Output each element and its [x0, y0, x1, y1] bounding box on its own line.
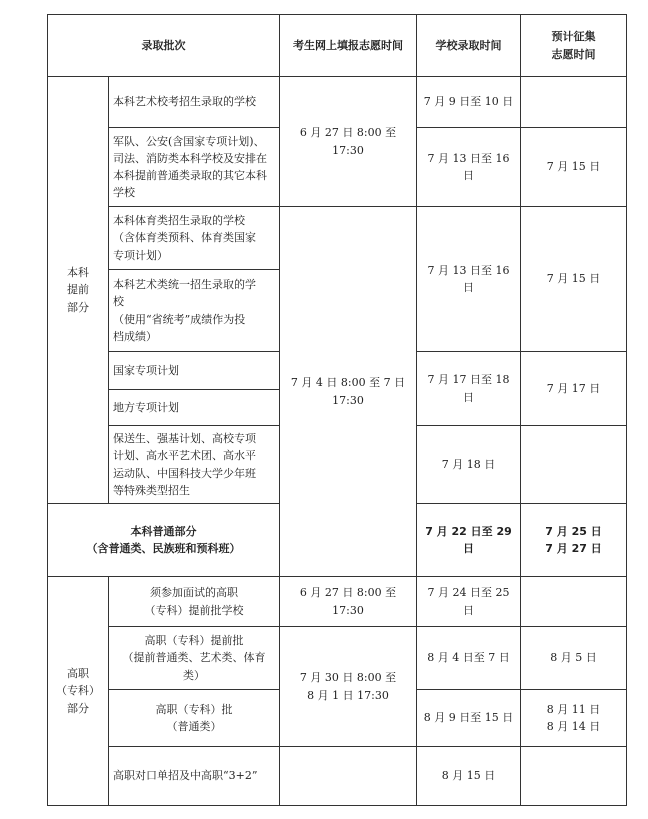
- solicit-voc-single: [521, 747, 627, 806]
- admit-special-plans: 7 月 17 日至 18 日: [417, 352, 521, 426]
- solicit-military: 7 月 15 日: [521, 128, 627, 207]
- fill-time-voc-interview: 6 月 27 日 8:00 至 17:30: [280, 577, 417, 627]
- table-header-row: [48, 15, 627, 77]
- batch-art-unified: 本科艺术类统一招生录取的学 校 （使用“省统考”成绩作为投 档成绩）: [109, 270, 280, 352]
- solicit-regular: 7 月 25 日 7 月 27 日: [521, 504, 627, 577]
- header-admit-time: 学校录取时间: [417, 15, 521, 77]
- admit-regular: 7 月 22 日至 29 日: [417, 504, 521, 577]
- fill-time-voc: 7 月 30 日 8:00 至 8 月 1 日 17:30: [280, 627, 417, 747]
- solicit-voc-interview: [521, 577, 627, 627]
- batch-sports: 本科体育类招生录取的学校 （含体育类预科、体育类国家 专项计划）: [109, 207, 280, 270]
- table-row: [48, 207, 627, 270]
- group-vocational: 高职 （专科） 部分: [48, 577, 109, 806]
- table-row: [48, 747, 627, 806]
- header-solicit-time: 预计征集 志愿时间: [521, 15, 627, 77]
- admit-voc-early: 8 月 4 日至 7 日: [417, 627, 521, 690]
- header-batch: 录取批次: [48, 15, 280, 77]
- batch-voc-single: 高职对口单招及中高职“3+2”: [109, 747, 280, 806]
- admit-voc-single: 8 月 15 日: [417, 747, 521, 806]
- batch-regular: 本科普通部分 （含普通类、民族班和预科班）: [48, 504, 280, 577]
- fill-time-early-2: 7 月 4 日 8:00 至 7 日 17:30: [280, 207, 417, 577]
- table-row: [48, 577, 627, 627]
- batch-special-types: 保送生、强基计划、高校专项 计划、高水平艺术团、高水平 运动队、中国科技大学少年班 等特殊类型招生: [109, 426, 280, 504]
- batch-voc-interview: 须参加面试的高职 （专科）提前批学校: [109, 577, 280, 627]
- fill-time-voc-single: [280, 747, 417, 806]
- admit-sports-art: 7 月 13 日至 16 日: [417, 207, 521, 352]
- solicit-special-types: [521, 426, 627, 504]
- admit-voc-interview: 7 月 24 日至 25 日: [417, 577, 521, 627]
- admit-voc-batch: 8 月 9 日至 15 日: [417, 690, 521, 747]
- admit-art-exam: 7 月 9 日至 10 日: [417, 77, 521, 128]
- admit-military: 7 月 13 日至 16 日: [417, 128, 521, 207]
- table-row: [48, 77, 627, 128]
- batch-local-special: 地方专项计划: [109, 390, 280, 426]
- batch-voc-early: 高职（专科）提前批 （提前普通类、艺术类、体育 类）: [109, 627, 280, 690]
- solicit-special-plans: 7 月 17 日: [521, 352, 627, 426]
- solicit-voc-early: 8 月 5 日: [521, 627, 627, 690]
- batch-military: 军队、公安(含国家专项计划)、司法、消防类本科学校及安排在本科提前普通类录取的其它本科学校: [109, 128, 280, 207]
- header-fill-time: 考生网上填报志愿时间: [280, 15, 417, 77]
- batch-national-special: 国家专项计划: [109, 352, 280, 390]
- group-undergrad-early: 本科 提前 部分: [48, 77, 109, 504]
- solicit-sports-art: 7 月 15 日: [521, 207, 627, 352]
- table-row: [48, 627, 627, 690]
- solicit-art-exam: [521, 77, 627, 128]
- fill-time-early-1: 6 月 27 日 8:00 至 17:30: [280, 77, 417, 207]
- admit-special-types: 7 月 18 日: [417, 426, 521, 504]
- batch-art-exam: 本科艺术校考招生录取的学校: [109, 77, 280, 128]
- solicit-voc-batch: 8 月 11 日 8 月 14 日: [521, 690, 627, 747]
- batch-voc-batch: 高职（专科）批 （普通类）: [109, 690, 280, 747]
- admission-schedule-table: [47, 14, 627, 806]
